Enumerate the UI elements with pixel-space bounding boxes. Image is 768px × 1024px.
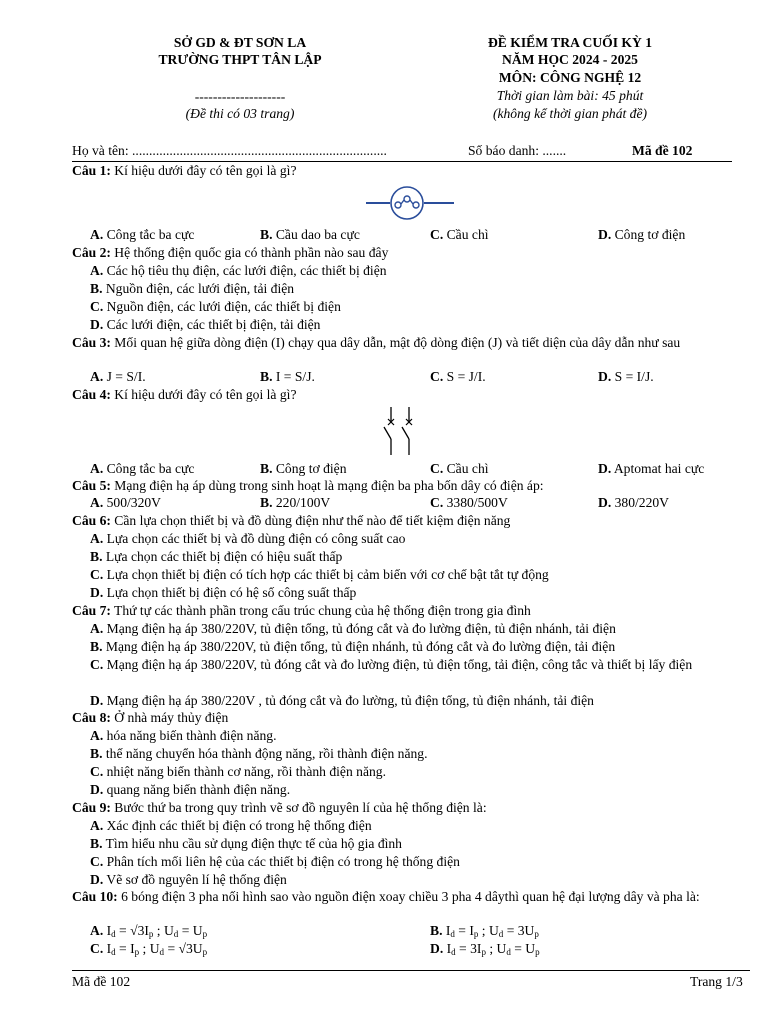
q5-option-b[interactable]: B. 220/100V [260, 495, 331, 510]
q3-option-c[interactable]: C. S = J/I. [430, 369, 486, 384]
q7-option-b[interactable]: B. Mạng điện hạ áp 380/220V, tủ điện tổng, tủ điện nhánh, tủ đóng cắt và đo lường điện, tải điện [90, 639, 616, 654]
department: SỞ GD & ĐT SƠN LA [173, 35, 307, 50]
q8-option-d[interactable]: D. quang năng biến thành điện năng. [90, 782, 291, 797]
q6-option-b[interactable]: B. Lựa chọn các thiết bị điện có hiệu suất thấp [90, 549, 343, 564]
q5-option-a[interactable]: A. 500/320V [90, 495, 161, 510]
q7-option-c[interactable]: C. Mạng điện hạ áp 380/220V, tủ đóng cắt và đo lường điện, tủ điện tổng, tải điện, công tắc và thiết bị lấy điện [90, 657, 693, 672]
q2-option-d[interactable]: D. Các lưới điện, các thiết bị điện, tải điện [90, 317, 321, 332]
q4-option-c[interactable]: C. Cầu chì [430, 461, 489, 476]
question-8: Câu 8: Ở nhà máy thủy điện [72, 710, 229, 725]
q2-option-b[interactable]: B. Nguồn điện, các lưới điện, tải điện [90, 281, 295, 296]
q5-option-c[interactable]: C. 3380/500V [430, 495, 508, 510]
q3-option-d[interactable]: D. S = I/J. [598, 369, 654, 384]
question-4: Câu 4: Kí hiệu dưới đây có tên gọi là gì? [72, 387, 297, 402]
q8-option-c[interactable]: C. nhiệt năng biến thành cơ năng, rồi thành điện năng. [90, 764, 386, 779]
q8-option-a[interactable]: A. hóa năng biến thành điện năng. [90, 728, 277, 743]
duration-note: (không kể thời gian phát đề) [492, 106, 648, 121]
q1-option-c[interactable]: C. Cầu chì [430, 227, 489, 242]
school-year: NĂM HỌC 2024 - 2025 [502, 52, 638, 67]
question-10: Câu 10: 6 bóng điện 3 pha nối hình sao vào nguồn điện xoay chiều 3 pha 4 dâythì quan hệ đại lượng dây và pha là: [72, 889, 700, 904]
q6-option-a[interactable]: A. Lựa chọn các thiết bị và đồ dùng điện có công suất cao [90, 531, 406, 546]
question-3: Câu 3: Mối quan hệ giữa dòng điện (I) chạy qua dây dẫn, mật độ dòng điện (J) và tiết diện của dây dẫn như sau [72, 335, 681, 350]
question-9: Câu 9: Bước thứ ba trong quy trình vẽ sơ đồ nguyên lí của hệ thống điện là: [72, 800, 487, 815]
duration: Thời gian làm bài: 45 phút [496, 88, 644, 103]
pages-note: (Đề thi có 03 trang) [185, 106, 295, 121]
q4-option-b[interactable]: B. Công tơ điện [260, 461, 347, 476]
q10-option-b[interactable]: B. $I_d = I_p$ ; $U_d = 3U_p$ [430, 923, 539, 939]
q4-option-a[interactable]: A. Công tắc ba cực [90, 461, 195, 476]
q9-option-a[interactable]: A. Xác định các thiết bị điện có trong hệ thống điện [90, 818, 372, 833]
q6-option-c[interactable]: C. Lựa chọn thiết bị điện có tích hợp các thiết bị cảm biến với cơ chế bật tắt tự động [90, 567, 549, 582]
question-1: Câu 1: Kí hiệu dưới đây có tên gọi là gì? [72, 163, 297, 178]
subject: MÔN: CÔNG NGHỆ 12 [498, 70, 642, 85]
q10-option-d[interactable]: D. $I_d = 3I_p$ ; $U_d = U_p$ [430, 941, 540, 957]
q3-option-a[interactable]: A. J = S/I. [90, 369, 146, 384]
two-pole-breaker-symbol [380, 405, 420, 457]
q2-option-c[interactable]: C. Nguồn điện, các lưới điện, các thiết bị điện [90, 299, 341, 314]
question-2: Câu 2: Hệ thống điện quốc gia có thành phần nào sau đây [72, 245, 389, 260]
question-5: Câu 5: Mạng điện hạ áp dùng trong sinh hoạt là mạng điện ba pha bốn dây có điện áp: [72, 478, 544, 493]
q5-option-d[interactable]: D. 380/220V [598, 495, 669, 510]
footer-rule [72, 970, 750, 971]
header-dashes: -------------------- [194, 89, 286, 104]
q9-option-d[interactable]: D. Vẽ sơ đồ nguyên lí hệ thống điện [90, 872, 287, 887]
exam-code: Mã đề 102 [632, 143, 693, 158]
q1-option-b[interactable]: B. Cầu dao ba cực [260, 227, 360, 242]
q10-option-a[interactable]: A. $I_d = √3I_p$ ; $U_d = U_p$ [90, 923, 208, 939]
q10-option-c[interactable]: C. $I_d = I_p$ ; $U_d = √3U_p$ [90, 941, 208, 957]
student-name-label: Họ và tên: ........................................................................... [72, 143, 387, 158]
three-pole-switch-symbol [366, 183, 456, 223]
q2-option-a[interactable]: A. Các hộ tiêu thụ điện, các lưới điện, các thiết bị điện [90, 263, 387, 278]
footer-exam-code: Mã đề 102 [72, 974, 131, 989]
q4-option-d[interactable]: D. Aptomat hai cực [598, 461, 705, 476]
exam-title: ĐỀ KIỂM TRA CUỐI KỲ 1 [487, 35, 653, 50]
q6-option-d[interactable]: D. Lựa chọn thiết bị điện có hệ số công suất thấp [90, 585, 357, 600]
q9-option-b[interactable]: B. Tìm hiểu nhu cầu sử dụng điện thực tế của hộ gia đình [90, 836, 402, 851]
school-name: TRƯỜNG THPT TÂN LẬP [158, 52, 322, 67]
q8-option-b[interactable]: B. thế năng chuyển hóa thành động năng, rồi thành điện năng. [90, 746, 428, 761]
q9-option-c[interactable]: C. Phân tích mối liên hệ của các thiết bị điện có trong hệ thống điện [90, 854, 460, 869]
q1-option-d[interactable]: D. Công tơ điện [598, 227, 686, 242]
q1-option-a[interactable]: A. Công tắc ba cực [90, 227, 195, 242]
q7-option-d[interactable]: D. Mạng điện hạ áp 380/220V , tủ đóng cắt và đo lường, tủ điện tổng, tủ điện nhánh, tải điện [90, 693, 594, 708]
question-6: Câu 6: Cần lựa chọn thiết bị và đồ dùng điện như thế nào để tiết kiệm điện năng [72, 513, 511, 528]
question-7: Câu 7: Thứ tự các thành phần trong cấu trúc chung của hệ thống điện trong gia đình [72, 603, 531, 618]
q3-option-b[interactable]: B. I = S/J. [260, 369, 315, 384]
q7-option-a[interactable]: A. Mạng điện hạ áp 380/220V, tủ điện tổng, tủ đóng cắt và đo lường điện, tủ điện nhánh, tải điện [90, 621, 616, 636]
student-id-label: Số báo danh: ....... [468, 143, 567, 158]
footer-page-number: Trang 1/3 [690, 974, 743, 989]
